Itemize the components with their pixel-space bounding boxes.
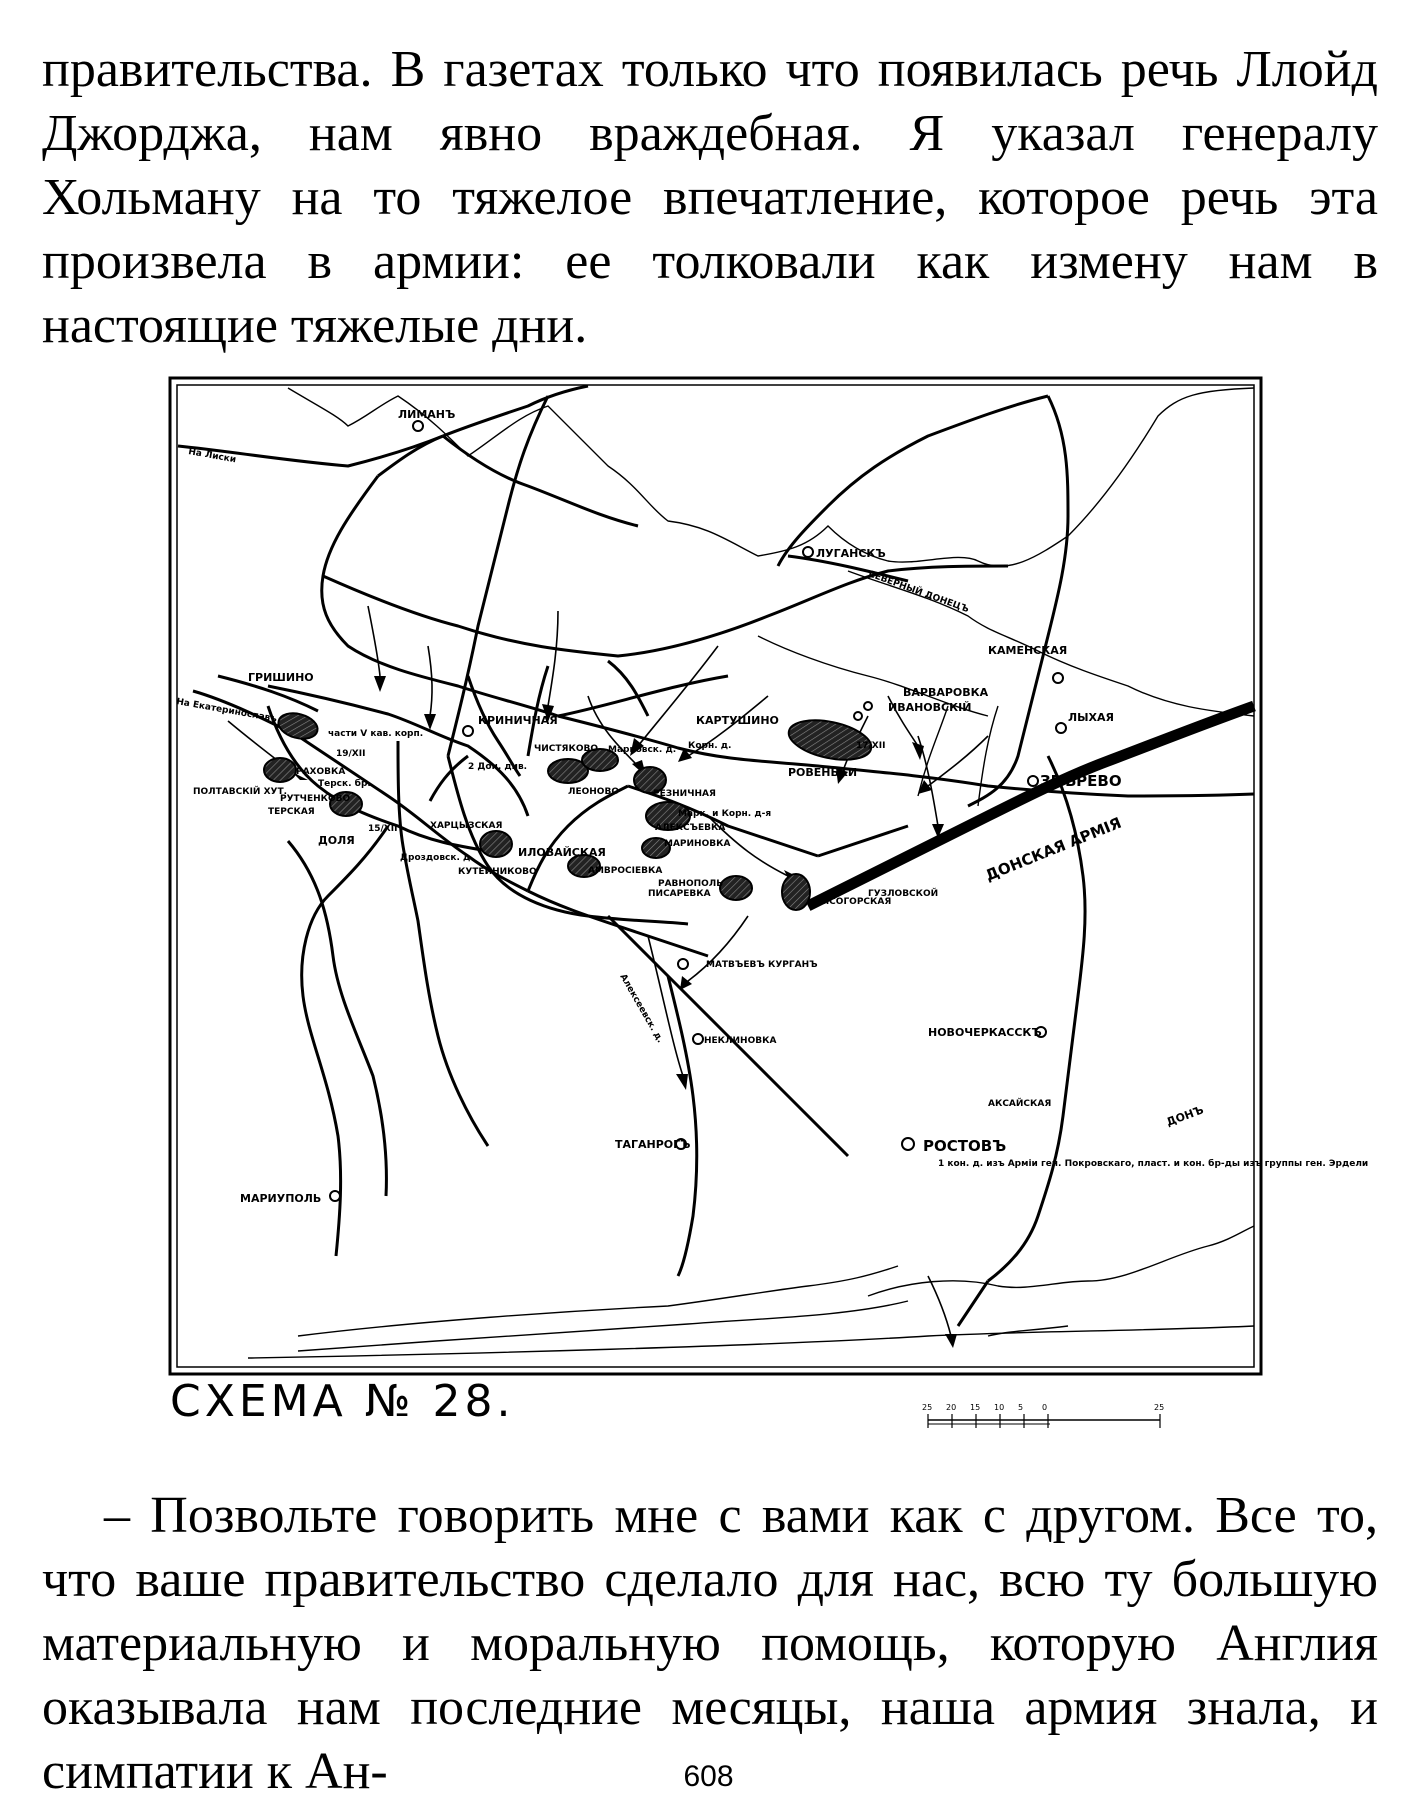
map-rivers xyxy=(248,388,1254,1358)
label-guzlovskoy: ГУЗЛОВСКОЙ xyxy=(868,889,939,899)
label-pisarevka: ПИСАРЕВКА xyxy=(648,889,711,899)
scale-tick-label: 20 xyxy=(946,1403,957,1412)
label-novocherkassk: НОВОЧЕРКАССКЪ xyxy=(928,1026,1042,1039)
label-zverevo: ЗВЪРЕВО xyxy=(1040,772,1122,790)
label-donskaya-armiya: ДОНСКАЯ АРМІЯ xyxy=(982,813,1124,885)
map-scale-bar xyxy=(920,1398,1170,1438)
annotation-date-b: 17/XII xyxy=(856,741,886,751)
label-lugansk: ЛУГАНСКЪ xyxy=(816,547,886,560)
annotation-unit-h: Алексеевск. д. xyxy=(617,972,665,1045)
label-kuteinikovo: КУТЕЙНИКОВО xyxy=(458,867,537,877)
label-chistyakovo: ЧИСТЯКОВО xyxy=(534,744,598,754)
label-reznichnaya: РЕЗНИЧНАЯ xyxy=(653,789,716,799)
page-number: 608 xyxy=(683,1760,734,1793)
movement-arrows xyxy=(228,606,988,1336)
label-dolya: ДОЛЯ xyxy=(318,834,355,847)
label-marinovka: МАРИНОВКА xyxy=(664,839,731,849)
label-severny-donets: СЕВЕРНЫЙ ДОНЕЦЪ xyxy=(866,569,971,616)
scale-tick-label: 25 xyxy=(922,1403,933,1412)
label-taganrog: ТАГАНРОГЪ xyxy=(615,1138,691,1151)
label-rakhovka: РАХОВКА xyxy=(296,767,346,777)
scale-tick-label: 0 xyxy=(1042,1403,1048,1412)
label-alekseevka: АЛЕКСЪЕВКА xyxy=(655,823,726,833)
annotation-unit-c: Марк. и Корн. д-я xyxy=(678,809,772,819)
scale-tick-label: 10 xyxy=(994,1403,1005,1412)
label-rovenki: РОВЕНЬКИ xyxy=(788,766,858,779)
label-ravnopol: РАВНОПОЛЬ xyxy=(658,879,724,889)
label-don: ДОНЪ xyxy=(1164,1103,1206,1129)
front-line xyxy=(808,706,1254,906)
scale-tick-label: 15 xyxy=(970,1403,981,1412)
label-na-liski: На Лиски xyxy=(187,447,237,466)
annotation-unit-e: Корн. д. xyxy=(688,741,732,751)
annotation-unit-f: Терск. бр. xyxy=(318,779,371,789)
arrow-heads xyxy=(292,676,957,1348)
campaign-map xyxy=(168,376,1369,1376)
label-kartushino: КАРТУШИНО xyxy=(696,714,779,727)
label-rutchenkovo: РУТЧЕНКОВО xyxy=(280,794,351,804)
text-paragraph-top: правительства. В газетах только что появилась речь Ллойд Джорджа, нам явно враждебная. Я указал генералу Хольману на то тяжелое впечатление, которое речь эта произвела в армии: ее толковали как измену нам в настоящие тяжелые дни. xyxy=(42,41,1378,354)
map-outer-frame xyxy=(170,378,1261,1374)
label-varvarovka: ВАРВАРОВКА xyxy=(903,686,989,699)
text-paragraph-bottom xyxy=(42,1484,1378,1804)
label-terskaya: ТЕРСКАЯ xyxy=(268,807,315,817)
label-rostov: РОСТОВЪ xyxy=(923,1137,1007,1155)
annotation-unit-b: 2 Дон. див. xyxy=(468,762,528,772)
scale-tick-label: 5 xyxy=(1018,1403,1024,1412)
label-aksayskaya: АКСАЙСКАЯ xyxy=(988,1099,1052,1109)
annotation-rostov-note: 1 кон. д. изъ Арміи ген. Покровскаго, пласт. и кон. бр-ды изъ группы ген. Эрдели xyxy=(938,1159,1369,1169)
annotation-unit-g: Дроздовск. д. xyxy=(400,853,474,863)
map-drawing xyxy=(168,376,1369,1376)
label-vysogorskaya: ВЫСОГОРСКАЯ xyxy=(813,897,892,907)
label-neklinovka: НЕКЛИНОВКА xyxy=(704,1036,777,1046)
label-grishino: ГРИШИНО xyxy=(248,671,314,684)
annotation-unit-d: Марковск. д. xyxy=(608,745,677,755)
label-matveev-kurgan: МАТВЪЕВЪ КУРГАНЪ xyxy=(706,960,818,970)
label-krinichnaya: КРИНИЧНАЯ xyxy=(478,714,558,727)
annotation-unit-a: части V кав. корп. xyxy=(328,729,424,739)
label-amvrosievka: АМВРОСІЕВКА xyxy=(588,866,663,876)
annotation-date-a: 19/XII xyxy=(336,749,366,759)
label-liman: ЛИМАНЪ xyxy=(398,408,456,421)
label-lysyanka: ЛЫХАЯ xyxy=(1068,711,1114,724)
scale-tick-label: 25 xyxy=(1154,1403,1165,1412)
troop-positions xyxy=(264,709,875,910)
label-kharcyzskaya: ХАРЦЫЗСКАЯ xyxy=(430,821,503,831)
map-caption: СХЕМА № 28. xyxy=(170,1376,515,1427)
label-ilovayskaya: ИЛОВАЙСКАЯ xyxy=(518,846,606,859)
label-leonovo: ЛЕОНОВО xyxy=(568,787,619,797)
label-na-ekaterinoslav: На Екатеринославъ xyxy=(175,697,278,725)
label-mariupol: МАРИУПОЛЬ xyxy=(240,1192,322,1205)
label-ivanovsky: ИВАНОВСКІЙ xyxy=(888,701,972,714)
label-kamenskaya: КАМЕНСКАЯ xyxy=(988,644,1068,657)
text-paragraph-bottom-content: – Позвольте говорить мне с вами как с другом. Все то, что ваше правительство сделало для нас, всю ту большую материальную и моральную помощь, которую Англия оказывала нам последние месяцы, наша армия знала, и симпатии к Ан- xyxy=(42,1487,1378,1800)
label-poltavskii: ПОЛТАВСКІЙ ХУТ. xyxy=(193,787,288,797)
map-railways xyxy=(178,386,1254,1326)
annotation-date-c: 15/XII xyxy=(368,824,398,834)
